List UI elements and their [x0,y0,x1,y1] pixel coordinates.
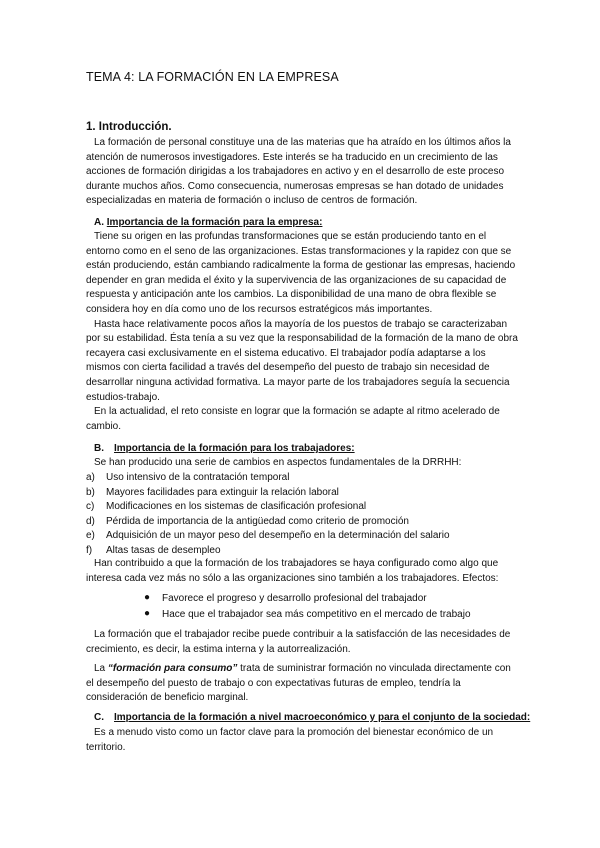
section-a-letter: A. [94,217,104,228]
bullet-text: Favorece el progreso y desarrollo profesional del trabajador [162,593,427,604]
consumo-suffix: trata de suministrar formación no vinculada directamente con el desempeño del puesto de trabajo o con expectativas futuras de empleo, tendría la consideración de beneficio marginal. [86,663,511,704]
list-item [86,486,518,501]
list-item-text: Altas tasas de desempleo [106,544,221,556]
section-c-paragraph-1: Es a menudo visto como un factor clave para la promoción del bienestar económico de un territorio. [86,727,494,753]
section-a-title: Importancia de la formación para la empresa: [106,217,323,228]
bullet-text: Hace que el trabajador sea más competitivo en el mercado de trabajo [162,609,471,620]
list-item-text: Mayores facilidades para extinguir la relación laboral [106,486,339,498]
list-item-text: Modificaciones en los sistemas de clasificación profesional [106,501,367,513]
section-b-heading [94,442,355,457]
intro-heading: 1. Introducción. [86,121,172,133]
list-item [86,500,518,515]
section-b-effects [86,557,518,586]
intro-text: La formación de personal constituye una de las materias que ha atraído en los últimos años la atención de numerosos investigadores. Este interés se ha traducido en un crecimiento de las acciones de formación dirigidas a los trabajadores en activo y en el desarrollo de este proceso durante muchos años. Como consecuencia, numerosas empresas se han dotado de unidades especializadas en materia de formación o incluso de centros de formación. [86,137,511,207]
consumo-prefix: La [94,663,108,674]
bullet-item [140,592,520,608]
list-marker: c) [86,501,95,513]
section-c-body [86,726,518,755]
section-b-lead-text: Se han producido una serie de cambios en aspectos fundamentales de la DRRHH: [94,457,462,468]
section-b-paragraph-1: Han contribuido a que la formación de los trabajadores se haya configurado como algo que interesa cada vez más no sólo a las organizaciones sino también a los trabajadores. Efectos: [86,558,499,584]
list-marker: e) [86,530,95,542]
section-a-heading [94,216,322,231]
section-b-lead [86,456,518,471]
section-c-letter: C. [94,712,104,723]
bullet-icon: ● [144,592,151,603]
section-a-paragraph-3: En la actualidad, el reto consiste en lograr que la formación se adapte al ritmo acelerado de cambio. [86,406,500,432]
section-c-heading [94,711,530,726]
section-c-title: Importancia de la formación a nivel macroeconómico y para el conjunto de la sociedad: [114,712,531,723]
bullet-item [140,608,520,624]
section-b-paragraph-3 [86,662,518,706]
document-title: TEMA 4: LA FORMACIÓN EN LA EMPRESA [86,70,339,84]
list-item [86,529,518,544]
changes-list [86,471,518,559]
list-item-text: Adquisición de un mayor peso del desempeño en la determinación del salario [106,530,450,542]
list-item-text: Uso intensivo de la contratación temporal [106,472,290,483]
list-item [86,471,518,486]
section-b-needs [86,628,518,657]
section-a-body [86,230,518,434]
section-a-paragraph-2: Hasta hace relativamente pocos años la mayoría de los puestos de trabajo se caracterizaban por su estabilidad. Ésta tenía a su vez que la responsabilidad de la formación de la mano de obra recayera casi exclusivamente en el sistema educativo. El trabajador podía adaptarse a los mismos con cierta facilidad a través del desempeño del puesto de trabajo sin necesidad de desarrollar ninguna actividad formativa. La mayor parte de los trabajadores seguía la secuencia estudios-trabajo. [86,318,518,403]
section-b-title: Importancia de la formación para los trabajadores: [114,443,355,454]
section-a-paragraph-1: Tiene su origen en las profundas transformaciones que se están produciendo tanto en el entorno como en el seno de las organizaciones. Estas transformaciones y la rapidez con que se están produciendo, están cambiando radicalmente la forma de gestionar las empresas, haciendo depender en gran medida el éxito y la supervivencia de las organizaciones de su capacidad de respuesta y anticipación ante los cambios. La disponibilidad de una mano de obra flexible se considera hoy en día como uno de los recursos estratégicos más importantes. [86,231,516,315]
consumo-term: “formación para consumo” [107,663,238,674]
effects-list [140,592,520,624]
list-marker: f) [86,544,93,556]
bullet-icon: ● [144,608,151,619]
section-b-paragraph-2: La formación que el trabajador recibe puede contribuir a la satisfacción de las necesidades de crecimiento, es decir, la estima interna y la autorrealización. [86,629,511,655]
list-marker: a) [86,472,95,483]
list-item [86,515,518,530]
list-item-text: Pérdida de importancia de la antigüedad como criterio de promoción [106,515,409,527]
list-marker: d) [86,515,95,527]
section-b-letter: B. [94,443,104,454]
list-marker: b) [86,486,95,498]
section-b-consumo [86,662,518,706]
intro-paragraph [86,136,518,209]
